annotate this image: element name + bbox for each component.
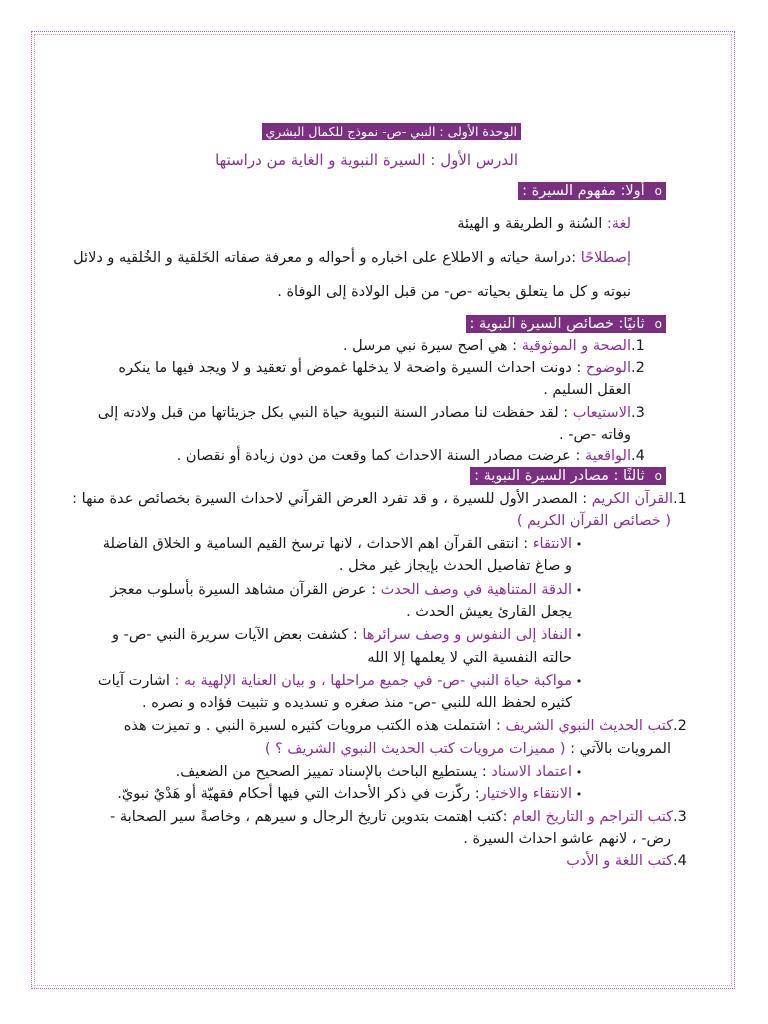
source-lugha: 4.كتب اللغة و الأدب <box>566 853 687 869</box>
quran-point-continuation: حالته النفسية التي لا يعلمها إلا الله <box>367 650 572 666</box>
bullet-icon: • <box>575 675 583 688</box>
section1-istilah-line1: إصطلاحًا :دراسة حياته و الاطلاع على اخباره و أحواله و معرفة صفاته الخَلقية و الخُلقيه و دلائل <box>73 250 631 266</box>
list-item: 4.الواقعية : عرضت مصادر السنة الاحداث كما وقعت من دون زيادة أو نقصان . <box>176 448 645 464</box>
list-item-continuation: وفاته -ص- . <box>559 427 631 443</box>
source-tarajim-continuation: رض- ، لانهم عاشو احداث السيرة . <box>463 831 671 847</box>
list-item: 2.الوضوح : دونت احداث السيرة واضحة لا يدخلها غموض أو تعقيد و لا ويجد فيها ما ينكره <box>118 360 645 376</box>
source-quran: 1.القرآن الكريم : المصدر الأول للسيرة ، و قد تفرد العرض القرآني لاحداث السيرة بخصائص عدة منها : <box>72 491 687 507</box>
quran-point: •الدقة المتناهية في وصف الحدث : عرض القرآن مشاهد السيرة بأسلوب معجز <box>110 580 586 601</box>
section-bullet-icon: o <box>654 317 662 331</box>
lesson-title: الدرس الأول : السيرة النبوية و الغاية من دراستها <box>215 151 518 169</box>
hadith-point: •الانتقاء والاختيار: ركّزت في ذكر الأحداث التي فيها أحكام فقهيّة أو هَدْيٌ نبويّ. <box>117 784 586 805</box>
source-hadith: 2.كتب الحديث النبوي الشريف : اشتملت هذه الكتب مرويات كثيره لسيرة النبي . و تميزت هذه <box>123 718 687 734</box>
source-hadith-continuation: المرويات بالآتي : ( مميزات مرويات كتب الحديث النبوي الشريف ؟ ) <box>264 741 671 757</box>
section3-heading: oثالثًا : مصادر السيرة النبوية : <box>470 466 666 486</box>
quran-point-continuation: كثيره لحفظ الله للنبي -ص- منذ صغره و تسديده و تثبيت فؤاده و نصره . <box>142 695 572 711</box>
source-quran-subheading: ( خصائص القرآن الكريم ) <box>516 513 671 529</box>
hadith-point: •اعتماد الاسناد : يستطيع الباحث بالإسناد تمييز الصحيح من الضعيف. <box>176 762 586 783</box>
bullet-icon: • <box>575 584 583 597</box>
section-bullet-icon: o <box>654 469 662 483</box>
quran-point: •النفاذ إلى النفوس و وصف سرائرها : كشفت بعض الآيات سريرة النبي -ص- و <box>112 625 586 646</box>
section1-istilah-line2: نبوته و كل ما يتعلق بحياته -ص- من قبل الولادة إلى الوفاة . <box>277 284 631 300</box>
source-tarajim: 3.كتب التراجم و التاريخ العام :كتب اهتمت بتدوين تاريخ الرجال و سيرهم ، وخاصةً سير الصحابة - <box>110 809 687 825</box>
list-item: 1.الصحة و الموثوقية : هي اصح سيرة نبي مرسل . <box>342 338 645 354</box>
list-item-continuation: العقل السليم . <box>543 382 631 398</box>
list-item: 3.الاستيعاب : لقد حفظت لنا مصادر السنة النبوية حياة النبي بكل جزيئاتها من قبل ولادته إلى <box>97 405 645 421</box>
bullet-icon: • <box>575 788 583 801</box>
section1-lugha: لغة: السُنة و الطريقة و الهيئة <box>457 216 631 232</box>
section1-heading: oأولا: مفهوم السيرة : <box>518 181 666 201</box>
bullet-icon: • <box>575 766 583 779</box>
bullet-icon: • <box>575 538 583 551</box>
quran-point: •الانتقاء : انتقى القرآن اهم الاحداث ، لانها ترسخ القيم السامية و الخلاق الفاضلة <box>103 534 586 555</box>
bullet-icon: • <box>575 629 583 642</box>
unit-title: الوحدة الأولى : النبي -ص- نموذج للكمال البشري <box>262 122 522 142</box>
section2-heading: oثانيًا: خصائص السيرة النبوية : <box>466 314 666 334</box>
quran-point-continuation: و صاغ تفاصيل الحدث بإيجاز غير مخل . <box>338 558 572 574</box>
quran-point: •مواكبة حياة النبي -ص- في جميع مراحلها ، و بيان العناية الإلهية به : اشارت آيات <box>98 671 586 692</box>
section-bullet-icon: o <box>654 184 662 198</box>
quran-point-continuation: يجعل القارئ يعيش الحدث . <box>406 604 572 620</box>
